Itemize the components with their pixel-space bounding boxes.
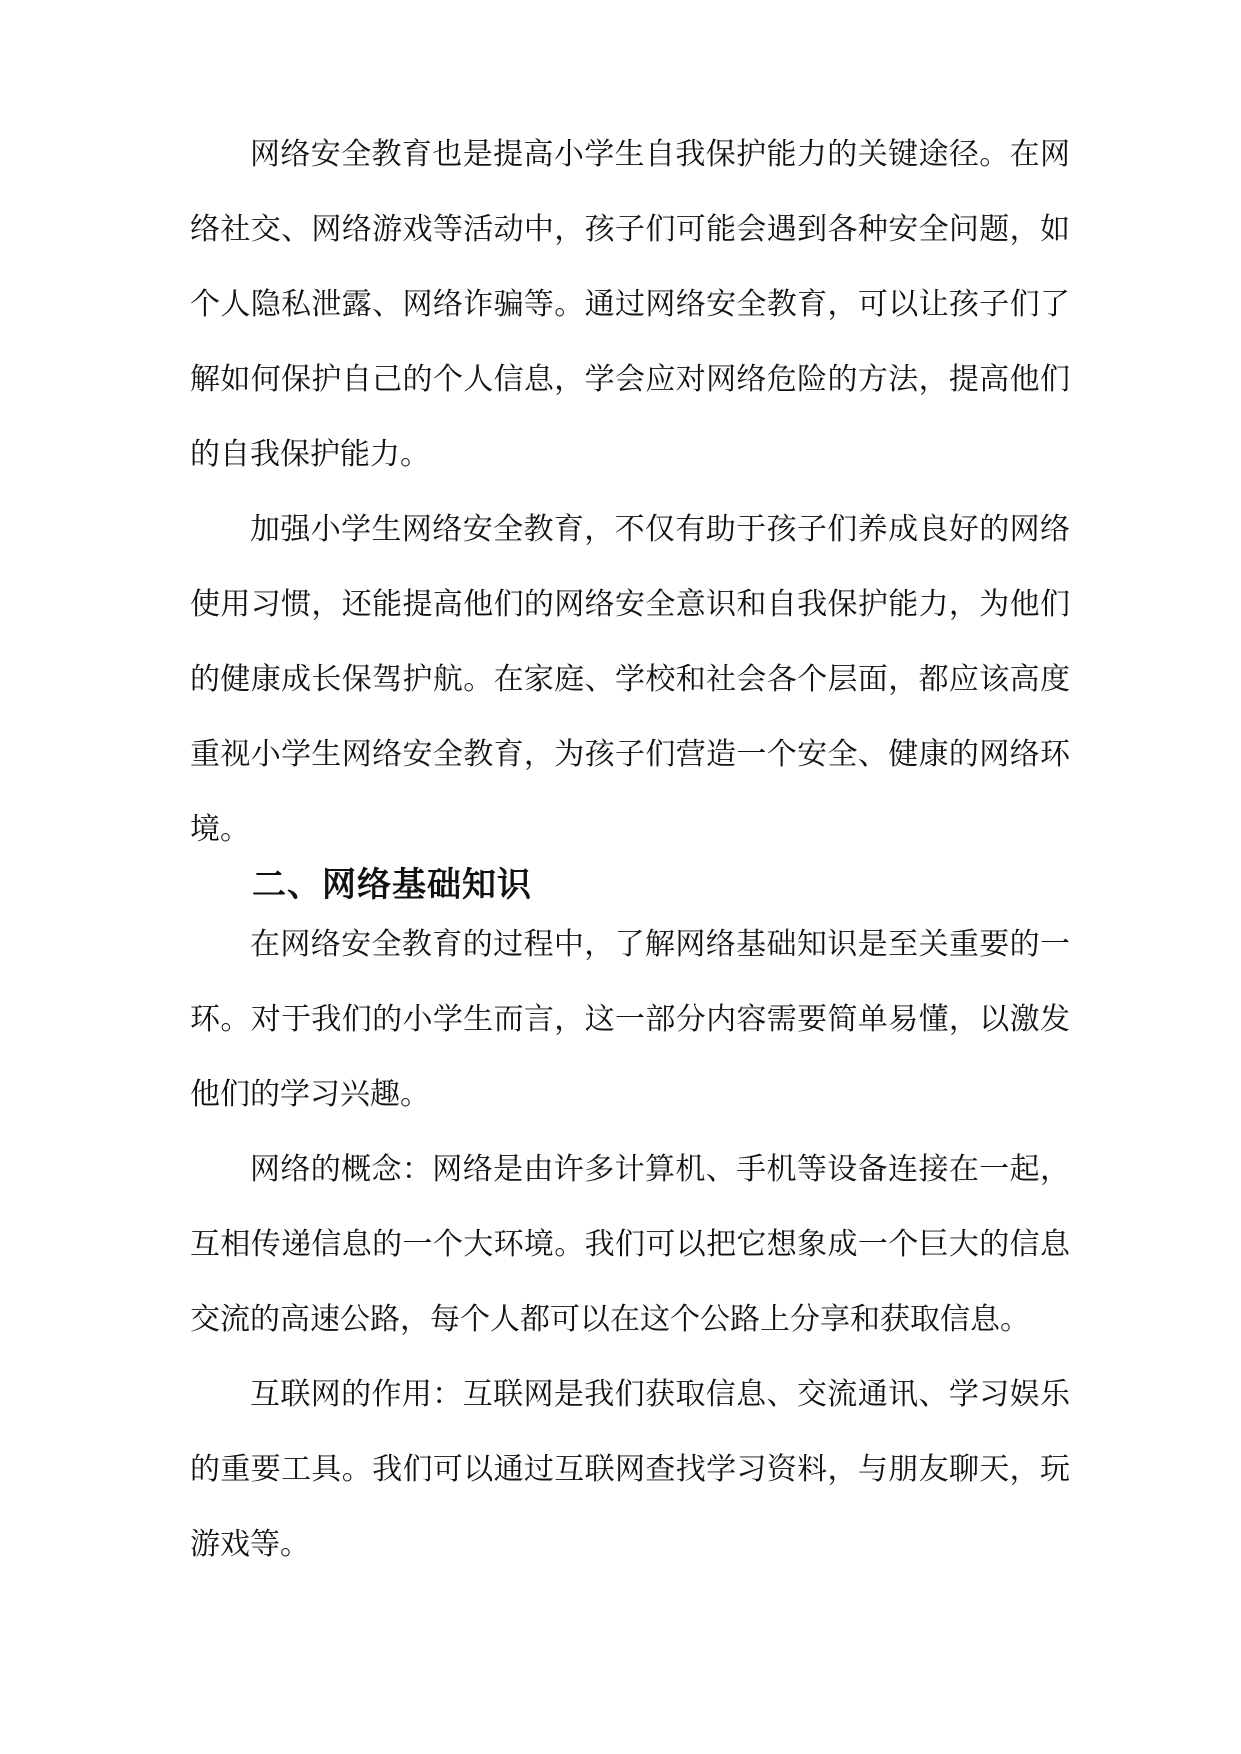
paragraph-internet-role: 互联网的作用：互联网是我们获取信息、交流通讯、学习娱乐的重要工具。我们可以通过互联网查找学习资料，与朋友聊天，玩游戏等。 xyxy=(190,1377,1070,1562)
section-heading: 二、网络基础知识 xyxy=(252,865,532,905)
paragraph-strengthen-education: 加强小学生网络安全教育，不仅有助于孩子们养成良好的网络使用习惯，还能提高他们的网络安全意识和自我保护能力，为他们的健康成长保驾护航。在家庭、学校和社会各个层面，都应该高度重视小学生网络安全教育，为孩子们营造一个安全、健康的网络环境。 xyxy=(190,512,1070,847)
paragraph-network-concept: 网络的概念：网络是由许多计算机、手机等设备连接在一起，互相传递信息的一个大环境。我们可以把它想象成一个巨大的信息交流的高速公路，每个人都可以在这个公路上分享和获取信息。 xyxy=(190,1152,1070,1337)
paragraph-basic-knowledge-intro: 在网络安全教育的过程中，了解网络基础知识是至关重要的一环。对于我们的小学生而言，这一部分内容需要简单易懂，以激发他们的学习兴趣。 xyxy=(190,927,1070,1112)
paragraph-self-protection: 网络安全教育也是提高小学生自我保护能力的关键途径。在网络社交、网络游戏等活动中，孩子们可能会遇到各种安全问题，如个人隐私泄露、网络诈骗等。通过网络安全教育，可以让孩子们了解如何保护自己的个人信息，学会应对网络危险的方法，提高他们的自我保护能力。 xyxy=(190,137,1070,472)
